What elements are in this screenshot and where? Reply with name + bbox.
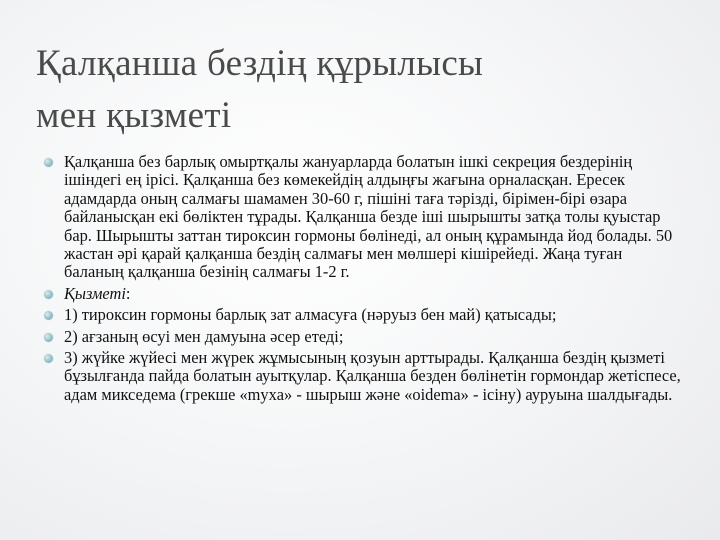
- bullet-text-italic: Қызметі: [64, 283, 126, 303]
- bullet-suffix: :: [125, 283, 131, 303]
- bullet-icon: [44, 290, 53, 299]
- bullet-text: 3) жүйке жүйесі мен жүрек жұмысының қозуын арттырады. Қалқанша бездің қызметі бұзылғанда пайда болатын ауытқулар. Қалқанша безден бөлінетін гормондар жетіспесе, адам микседема (грекше «myxa» - шырыш және «oidema» - ісіну) ауруына шалдығады.: [64, 348, 681, 404]
- bullet-text: 2) ағзаның өсуі мен дамуына әсер етеді;: [64, 326, 344, 346]
- bullet-icon: [44, 354, 53, 363]
- bullet-list: [44, 153, 684, 404]
- slide-title: [36, 38, 686, 142]
- bullet-text: Қалқанша без барлық омыртқалы жануарларда болатын ішкі секреция бездерінің ішіндегі ең ірісі. Қалқанша без көмекейдің алдыңғы жағына орналасқан. Ересек адамдарда оның салмағы шамамен 30-60 г, пішіні таға тәрізді, бірімен-бірі өзара байланысқан екі бөліктен тұрады. Қалқанша безде іші шырышты затқа толы қуыстар бар. Шырышты заттан тироксин гормоны бөлінеді, ал оның құрамында йод болады. 50 жастан әрі қарай қалқанша бездің салмағы мен мөлшері кішірейеді. Жаңа туған баланың қалқанша безінің салмағы 1-2 г.: [64, 152, 673, 282]
- bullet-item: [44, 285, 684, 303]
- bullet-item: [44, 153, 684, 282]
- slide-title-line-1: Қалқанша бездің құрылысы: [36, 43, 484, 84]
- bullet-icon: [44, 311, 53, 320]
- slide-content: [44, 153, 684, 407]
- bullet-icon: [44, 333, 53, 342]
- bullet-item: [44, 328, 684, 346]
- bullet-text: 1) тироксин гормоны барлық зат алмасуға (нәруыз бен май) қатысады;: [64, 305, 557, 325]
- bullet-item: [44, 306, 684, 324]
- bullet-icon: [44, 158, 53, 167]
- slide-title-line-2: мен қызметі: [36, 95, 232, 136]
- bullet-item: [44, 349, 684, 404]
